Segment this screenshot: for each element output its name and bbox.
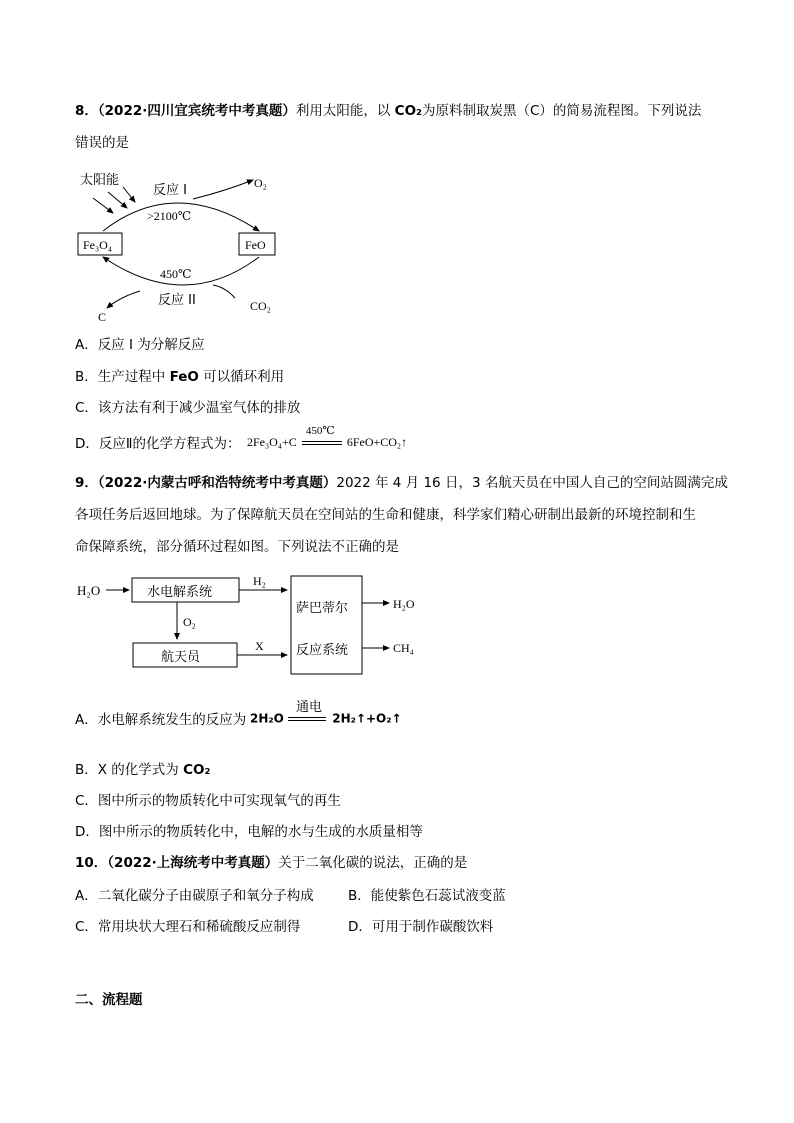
q8-d-eq-left: 2Fe₃O₄+C (247, 434, 297, 449)
q9-source: （2022·内蒙古呼和浩特统考中考真题） (97, 475, 337, 491)
q8-sun-arrow-1 (93, 198, 113, 213)
q8-stem-line2: 错误的是 (75, 135, 129, 151)
section-heading: 二、流程题 (75, 992, 143, 1008)
q9-option-a (75, 710, 246, 730)
q10-number: 10． (75, 855, 108, 871)
q9-number: 9． (75, 475, 98, 491)
q8-c-arrow (107, 291, 140, 308)
q8-option-d-pre: D．反应Ⅱ的化学方程式为： (75, 436, 241, 452)
q8-stem-b: 为原料制取炭黑（C）的简易流程图。下列说法 (421, 103, 702, 119)
q8-d-eq-condition (300, 425, 344, 452)
q8-option-c: C．该方法有利于减少温室气体的排放 (75, 400, 301, 416)
q10-stem-text: 关于二氧化碳的说法，正确的是 (278, 855, 468, 871)
q9-h2-label: H₂ (253, 574, 266, 588)
q8-fe3o4-label: Fe₃O₄ (83, 238, 113, 252)
q8-stem-a: 利用太阳能，以 (295, 103, 395, 119)
q9-sabatier-box (291, 576, 362, 674)
q8-option-a: A．反应 I 为分解反应 (75, 337, 205, 353)
q8-c-label: C (98, 310, 107, 324)
q10-stem (75, 853, 467, 873)
q9-a-eq-right: 2H₂↑+O₂↑ (332, 711, 402, 726)
q8-option-b-pre: B．生产过程中 (75, 369, 170, 385)
q9-a-eq-line1 (288, 717, 326, 718)
q9-a-eq-line2 (288, 720, 326, 721)
q10-option-c: C．常用块状大理石和稀硫酸反应制得 (75, 919, 301, 935)
q8-stem-line1 (75, 101, 701, 121)
q9-astronaut-label: 航天员 (161, 650, 201, 665)
q8-source: （2022·四川宜宾统考中考真题） (97, 103, 296, 119)
q9-sabatier-label-2: 反应系统 (296, 643, 349, 658)
q10-source: （2022·上海统考中考真题） (107, 855, 279, 871)
q8-d-equation (247, 425, 408, 452)
q9-stem-line1 (75, 473, 728, 493)
q8-d-eq-right: 6FeO+CO₂↑ (346, 434, 408, 449)
q10-option-b: B．能使紫色石蕊试液变蓝 (348, 888, 506, 904)
q8-co2: CO₂ (394, 103, 422, 119)
q9-h2o-out-label: H₂O (393, 597, 415, 611)
q8-option-b-post: 可以循环利用 (198, 369, 285, 385)
q9-stem-line3: 命保障系统，部分循环过程如图。下列说法不正确的是 (75, 539, 399, 555)
q9-a-eq-left: 2H₂O (250, 711, 284, 726)
q8-option-d (75, 434, 241, 454)
q9-option-a-pre: A．水电解系统发生的反应为 (75, 712, 247, 728)
q8-feo-label: FeO (245, 238, 266, 252)
q8-temp1-label: >2100℃ (147, 209, 192, 223)
q9-a-eq-cond-text: 通电 (296, 700, 323, 715)
q9-electrolysis-label: 水电解系统 (147, 585, 213, 600)
q8-d-eq-line1 (302, 441, 342, 442)
q8-co2-in-line (213, 285, 235, 298)
q8-cycle-diagram (75, 165, 295, 325)
q9-option-b-val: CO₂ (183, 762, 211, 778)
q8-number: 8． (75, 103, 98, 119)
q8-sun-arrow-2 (108, 192, 127, 208)
q9-option-b-pre: B．X 的化学式为 (75, 762, 184, 778)
q9-stem-line2: 各项任务后返回地球。为了保障航天员在空间站的生命和健康，科学家们精心研制出最新的环境控制和生 (75, 507, 696, 523)
q8-d-eq-cond-text: 450℃ (305, 425, 335, 437)
q8-co2-label: CO₂ (250, 299, 271, 313)
q10-option-d: D．可用于制作碳酸饮料 (348, 919, 494, 935)
q9-a-eq-condition (288, 700, 328, 728)
q8-reaction1-label: 反应 I (153, 183, 187, 198)
q9-stem-a: 2022 年 4 月 16 日，3 名航天员在中国人自己的空间站圆满完成 (336, 475, 728, 491)
q8-sun-arrow-3 (123, 187, 135, 202)
q9-h2o-in-label: H₂O (77, 583, 101, 598)
q8-sun-label: 太阳能 (80, 173, 120, 188)
q9-flow-diagram (75, 570, 435, 680)
q9-option-d: D．图中所示的物质转化中，电解的水与生成的水质量相等 (75, 824, 423, 840)
q9-o2-label: O₂ (183, 615, 196, 629)
q8-option-b-feo: FeO (169, 369, 199, 385)
q9-x-label: X (255, 639, 264, 653)
q10-option-a: A．二氧化碳分子由碳原子和氧分子构成 (75, 888, 314, 904)
q8-o2-arrow (193, 180, 253, 199)
q9-ch4-label: CH₄ (393, 641, 414, 655)
q9-sabatier-label-1: 萨巴蒂尔 (296, 601, 349, 616)
q8-reaction2-label: 反应 II (158, 293, 196, 308)
q9-option-b (75, 760, 210, 780)
q8-o2-label: O₂ (254, 176, 267, 190)
q8-option-b (75, 367, 284, 387)
q8-d-eq-line2 (302, 444, 342, 445)
q9-option-c: C．图中所示的物质转化中可实现氧气的再生 (75, 793, 341, 809)
q8-temp2-label: 450℃ (160, 267, 192, 281)
q9-a-equation (250, 700, 402, 728)
